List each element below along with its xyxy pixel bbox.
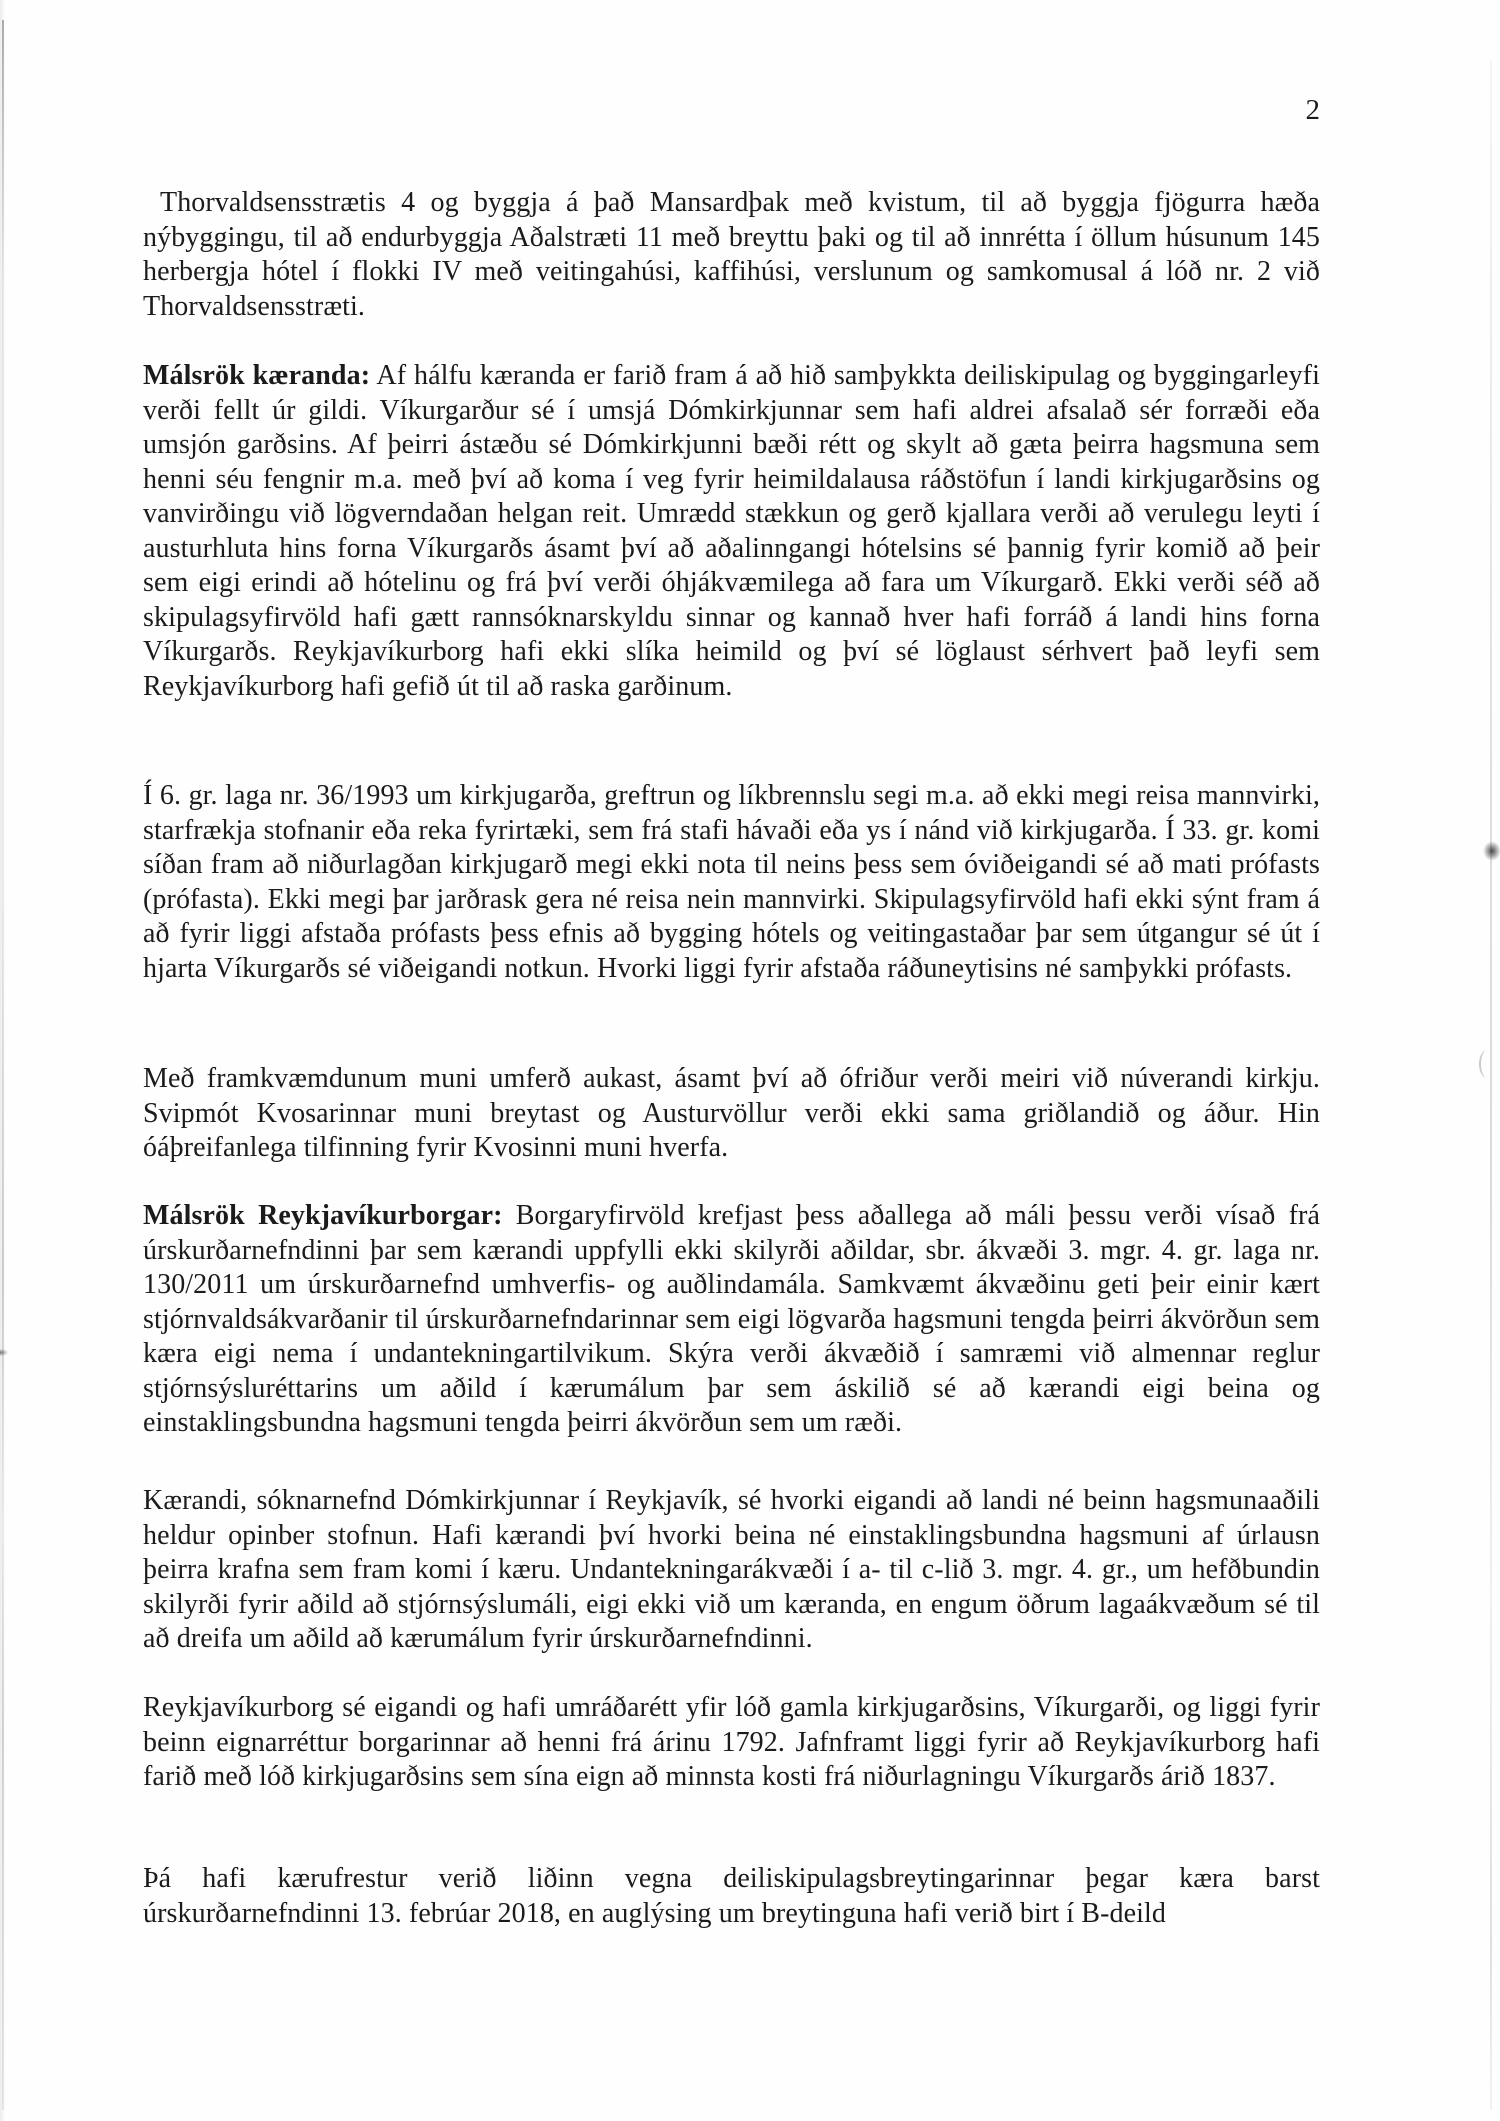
scan-right-edge-line [1490,60,1492,2110]
paragraph-framkvaemdir [143,1062,1320,1166]
paragraph-lead-label: Málsrök Reykjavíkurborgar: [143,1200,503,1231]
paragraph-text: Reykjavíkurborg sé eigandi og hafi umráðarétt yfir lóð gamla kirkjugarðsins, Víkurgarði, og liggi fyrir beinn eignarréttur borgarinnar að henni frá árinu 1792. Jafnframt liggi fyrir að Reykjavíkurborg hafi farið með lóð kirkjugarðsins sem sína eign að minnsta kosti frá niðurlagningu Víkurgarðs árið 1837. [143,1692,1320,1792]
paragraph-text: Thorvaldsensstrætis 4 og byggja á það Mansardþak með kvistum, til að byggja fjögurra hæða nýbyggingu, til að endurbyggja Aðalstræti 11 með breyttu þaki og til að innrétta í öllum húsunum 145 herbergja hótel í flokki IV með veitingahúsi, kaffihúsi, verslunum og samkomusal á lóð nr. 2 við Thorvaldsensstræti. [143,187,1320,322]
paragraph-malsrok-kaeranda [143,359,1320,704]
paragraph-text: Af hálfu kæranda er farið fram á að hið samþykkta deiliskipulag og byggingarleyfi verði fellt úr gildi. Víkurgarður sé í umsjá Dómkirkjunnar sem hafi aldrei afsalað sér forræði eða umsjón garðsins. Af þeirri ástæðu sé Dómkirkjunni bæði rétt og skylt að gæta þeirra hagsmuna sem henni séu fengnir m.a. með því að koma í veg fyrir heimildalausa ráðstöfun í landi kirkjugarðsins og vanvirðingu við lögverndaðan helgan reit. Umrædd stækkun og gerð kjallara verði að verulegu leyti í austurhluta hins forna Víkurgarðs ásamt því að aðalinngangi hótelsins sé þannig fyrir komið að þeir sem eigi erindi að hótelinu og frá því verði óhjákvæmilega að fara um Víkurgarð. Ekki verði séð að skipulagsyfirvöld hafi gætt rannsóknarskyldu sinnar og kannað hver hafi forráð á landi hins forna Víkurgarðs. Reykjavíkurborg hafi ekki slíka heimild og því sé löglaust sérhvert það leyfi sem Reykjavíkurborg hafi gefið út til að raska garðinum. [143,360,1320,702]
paragraph-kaerandi-adild [143,1484,1320,1657]
paragraph-continuation [143,186,1320,324]
paragraph-eignarrettur [143,1691,1320,1795]
paragraph-text: Kærandi, sóknarnefnd Dómkirkjunnar í Reykjavík, sé hvorki eigandi að landi né beinn hagsmunaaðili heldur opinber stofnun. Hafi kærandi því hvorki beina né einstaklingsbundna hagsmuni af úrlausn þeirra krafna sem fram komi í kæru. Undantekningarákvæði í a- til c-lið 3. mgr. 4. gr., um hefðbundin skilyrði fyrir aðild að stjórnsýslumáli, eigi ekki við um kæranda, en engum öðrum lagaákvæðum sé til að dreifa um aðild að kærumálum fyrir úrskurðarnefndinni. [143,1485,1320,1654]
paragraph-text: Borgaryfirvöld krefjast þess aðallega að máli þessu verði vísað frá úrskurðarnefndinni þar sem kærandi uppfylli ekki skilyrði aðildar, sbr. ákvæði 3. mgr. 4. gr. laga nr. 130/2011 um úrskurðarnefnd umhverfis- og auðlindamála. Samkvæmt ákvæðinu geti þeir einir kært stjórnvaldsákvarðanir til úrskurðarnefndarinnar sem eigi lögvarða hagsmuni tengda þeirri ákvörðun sem kæra eigi nema í undantekningartilvikum. Skýra verði ákvæðið í samræmi við almennar reglur stjórnsýsluréttarins um aðild í kærumálum þar sem áskilið sé að kærandi eigi beina og einstaklingsbundna hagsmuni tengda þeirri ákvörðun sem um ræði. [143,1200,1320,1438]
paragraph-law-36-1993 [143,779,1320,986]
scan-left-tick-mark [0,1349,8,1356]
scan-left-edge-line [2,20,4,2110]
scan-smudge-mark [1483,841,1500,861]
paragraph-text: Með framkvæmdunum muni umferð aukast, ásamt því að ófriður verði meiri við núverandi kirkju. Svipmót Kvosarinnar muni breytast og Austurvöllur verði ekki sama griðlandið og áður. Hin óáþreifanlega tilfinning fyrir Kvosinni muni hverfa. [143,1063,1320,1163]
paragraph-kaerufrestur [143,1862,1320,1931]
page-number: 2 [1305,94,1320,126]
paragraph-text: Þá hafi kærufrestur verið liðinn vegna deiliskipulagsbreytingarinnar þegar kæra barst úrskurðarnefndinni 13. febrúar 2018, en auglýsing um breytinguna hafi verið birt í B-deild [143,1863,1320,1929]
paragraph-lead-label: Málsrök kæranda: [143,360,371,391]
paragraph-text: Í 6. gr. laga nr. 36/1993 um kirkjugarða, greftrun og líkbrennslu segi m.a. að ekki megi reisa mannvirki, starfrækja stofnanir eða reka fyrirtæki, sem frá stafi hávaði eða ys í nánd við kirkjugarða. Í 33. gr. komi síðan fram að niðurlagðan kirkjugarð megi ekki nota til neins þess sem óviðeigandi sé að mati prófasts (prófasta). Ekki megi þar jarðrask gera né reisa nein mannvirki. Skipulagsyfirvöld hafi ekki sýnt fram á að fyrir liggi afstaða prófasts þess efnis að bygging hótels og veitingastaðar þar sem útgangur sé út í hjarta Víkurgarðs sé viðeigandi notkun. Hvorki liggi fyrir afstaða ráðuneytisins né samþykki prófasts. [143,780,1320,984]
scan-arc-mark [1479,1050,1495,1078]
paragraph-malsrok-reykjavikurborgar [143,1199,1320,1441]
